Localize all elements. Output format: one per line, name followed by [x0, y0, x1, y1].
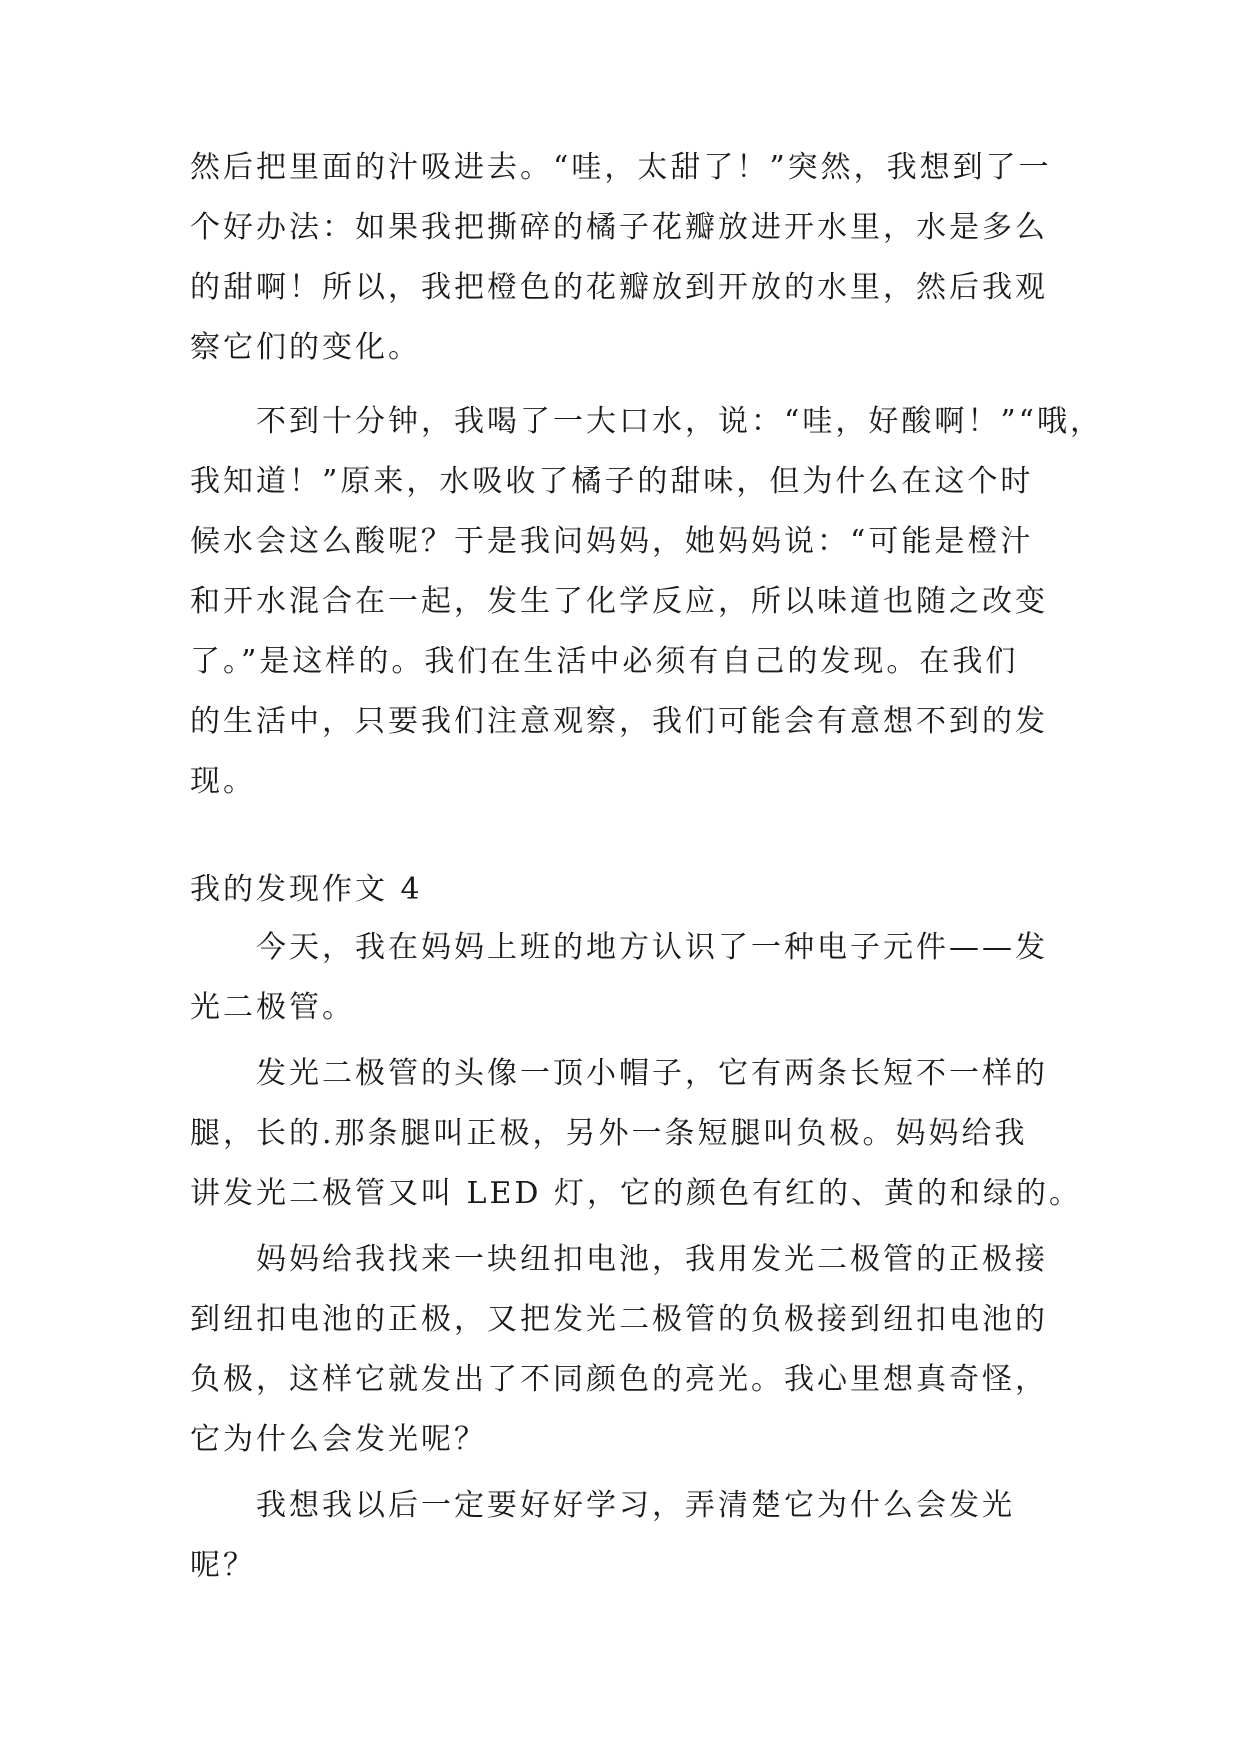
paragraph-line: 它为什么会发光呢？: [190, 1422, 487, 1457]
paragraph-line: 今天，我在妈妈上班的地方认识了一种电子元件——发: [256, 930, 1048, 965]
paragraph-line: 到纽扣电池的正极，又把发光二极管的负极接到纽扣电池的: [190, 1302, 1048, 1337]
paragraph-line: 现。: [190, 764, 256, 799]
paragraph-line: 然后把里面的汁吸进去。“哇，太甜了！”突然，我想到了一: [190, 150, 1052, 185]
paragraph-line: 负极，这样它就发出了不同颜色的亮光。我心里想真奇怪，: [190, 1362, 1048, 1397]
paragraph-line: 腿，长的.那条腿叫正极，另外一条短腿叫负极。妈妈给我: [190, 1116, 1028, 1151]
paragraph-line: 候水会这么酸呢？于是我问妈妈，她妈妈说：“可能是橙汁: [190, 524, 1034, 559]
paragraph-line: 讲发光二极管又叫 LED 灯，它的颜色有红的、黄的和绿的。: [190, 1176, 1082, 1211]
paragraph-line: 个好办法：如果我把撕碎的橘子花瓣放进开水里，水是多么: [190, 210, 1048, 245]
paragraph-line: 的甜啊！所以，我把橙色的花瓣放到开放的水里，然后我观: [190, 270, 1048, 305]
paragraph-line: 光二极管。: [190, 990, 355, 1025]
paragraph-line: 不到十分钟，我喝了一大口水，说：“哇，好酸啊！”“哦，: [256, 404, 1104, 439]
section-title: 我的发现作文 4: [190, 872, 423, 907]
paragraph-line: 妈妈给我找来一块纽扣电池，我用发光二极管的正极接: [256, 1242, 1048, 1277]
paragraph-line: 发光二极管的头像一顶小帽子，它有两条长短不一样的: [256, 1056, 1048, 1091]
paragraph-line: 察它们的变化。: [190, 330, 421, 365]
paragraph-line: 和开水混合在一起，发生了化学反应，所以味道也随之改变: [190, 584, 1048, 619]
paragraph-line: 我知道！”原来，水吸收了橘子的甜味，但为什么在这个时: [190, 464, 1034, 499]
paragraph-line: 了。”是这样的。我们在生活中必须有自己的发现。在我们: [190, 644, 1019, 679]
paragraph-line: 呢？: [190, 1548, 256, 1583]
paragraph-line: 的生活中，只要我们注意观察，我们可能会有意想不到的发: [190, 704, 1048, 739]
paragraph-line: 我想我以后一定要好好学习，弄清楚它为什么会发光: [256, 1488, 1015, 1523]
